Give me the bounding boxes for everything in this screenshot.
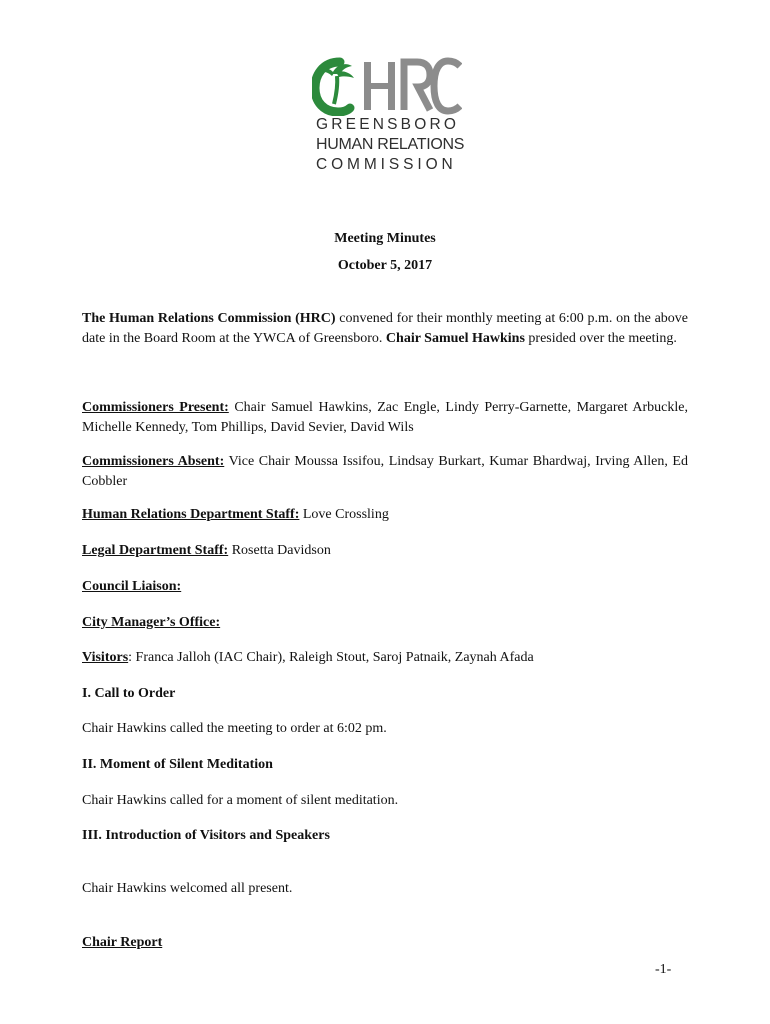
page-number: -1- [655, 962, 672, 977]
intro-lead: The Human Relations Commission (HRC) [82, 311, 336, 326]
section-body: Chair Hawkins called the meeting to order at 6:02 pm. [82, 721, 387, 736]
legal-staff-text: Rosetta Davidson [228, 543, 331, 558]
city-manager-label: City Manager’s Office: [82, 615, 221, 630]
commissioners-present [82, 398, 688, 437]
logo-line-commission: COMMISSION [316, 156, 457, 173]
visitors-text: : Franca Jalloh (IAC Chair), Raleigh Stout, Saroj Patnaik, Zaynah Afada [128, 650, 534, 665]
present-text: Chair Samuel Hawkins, Zac Engle, Lindy Perry-Garnette, Margaret Arbuckle, Michelle Kennedy, Tom Phillips, David Sevier, David Wils [82, 400, 688, 435]
document-title: Meeting Minutes [334, 231, 436, 246]
section-heading: III. Introduction of Visitors and Speakers [82, 828, 330, 843]
intro-paragraph [82, 309, 688, 348]
hrc-logo [312, 56, 465, 176]
present-label: Commissioners Present: [82, 400, 229, 415]
hr-staff-text: Love Crossling [299, 507, 389, 522]
visitors-label: Visitors [82, 650, 129, 665]
commissioners-absent [82, 452, 688, 491]
section-heading: I. Call to Order [82, 686, 176, 701]
hr-department-staff [82, 505, 688, 525]
logo-line-greensboro: GREENSBORO [316, 116, 460, 133]
section-heading: II. Moment of Silent Meditation [82, 757, 273, 772]
chair-report-heading: Chair Report [82, 935, 163, 950]
palm-tree-icon [312, 56, 462, 116]
council-liaison-label: Council Liaison: [82, 579, 182, 594]
meeting-date: October 5, 2017 [337, 258, 433, 273]
section-body: Chair Hawkins called for a moment of silent meditation. [82, 793, 399, 808]
legal-department-staff [82, 541, 688, 561]
hr-staff-label: Human Relations Department Staff: [82, 507, 300, 522]
visitors [82, 648, 688, 668]
city-managers-office [82, 613, 688, 633]
intro-text-2: presided over the meeting. [524, 330, 677, 346]
absent-label: Commissioners Absent: [82, 454, 225, 469]
intro-text-1: convened for their monthly meeting at 6:00 p.m. on the above date in the Board Room at the YWCA of Greensboro. [82, 311, 688, 346]
council-liaison [82, 577, 688, 597]
logo-line-human-relations: HUMAN RELATIONS [316, 136, 465, 153]
section-body: Chair Hawkins welcomed all present. [82, 881, 293, 896]
legal-staff-label: Legal Department Staff: [82, 543, 229, 558]
absent-text: Vice Chair Moussa Issifou, Lindsay Burkart, Kumar Bhardwaj, Irving Allen, Ed Cobbler [82, 454, 688, 489]
intro-chair: Chair Samuel Hawkins [385, 330, 525, 346]
